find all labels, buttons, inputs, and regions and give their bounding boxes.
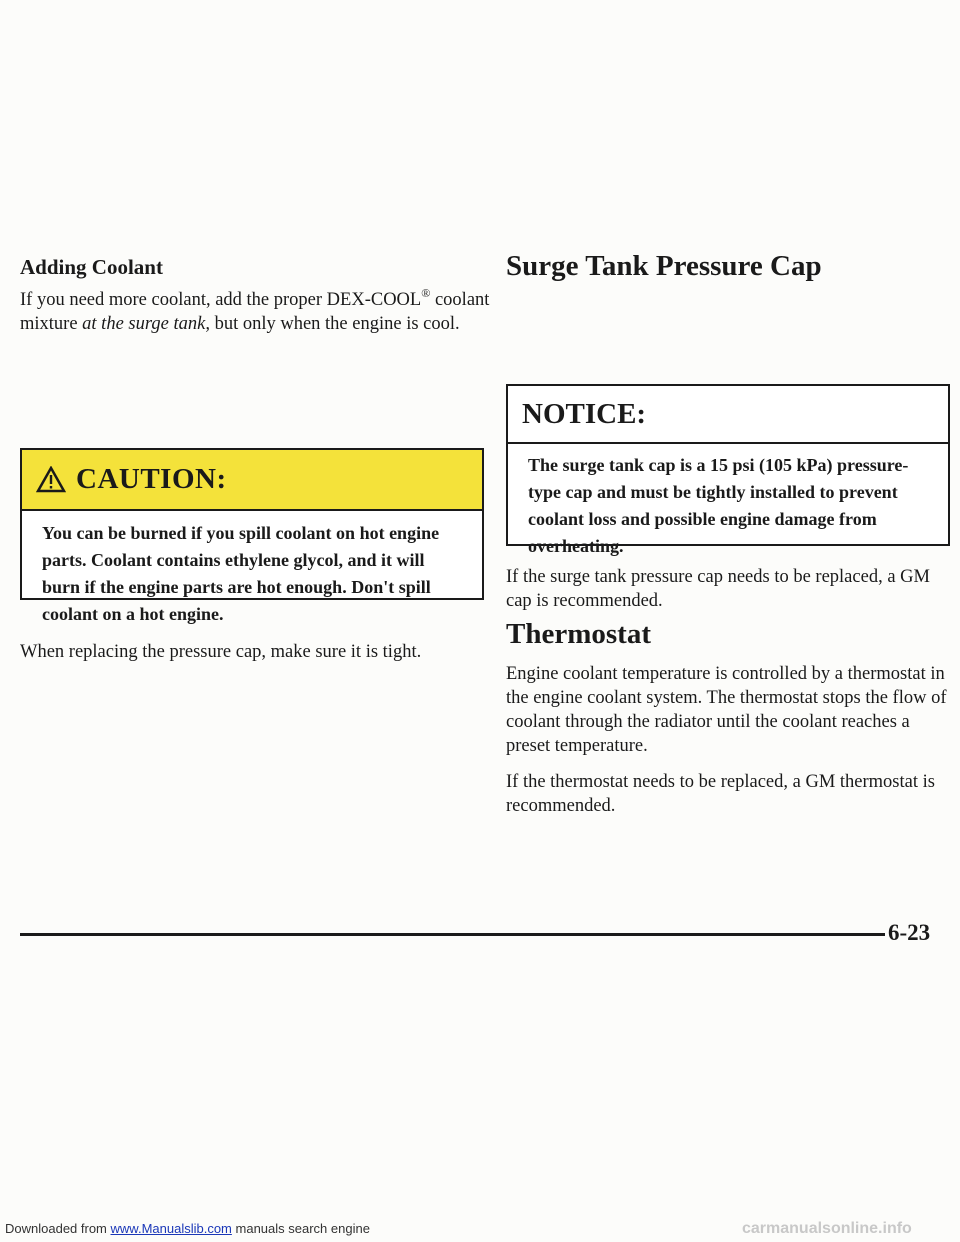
page-number: 6-23: [888, 920, 931, 945]
caution-header: [22, 450, 482, 511]
notice-text: The surge tank cap is a 15 psi (105 kPa) pressure-type cap and must be tightly installed to prevent coolant loss and possible engine damage from overheating.: [528, 455, 909, 556]
caution-text: You can be burned if you spill coolant on hot engine parts. Coolant contains ethylene glycol, and it will burn if the engine parts are hot enough. Don't spill coolant on a hot engine.: [42, 523, 440, 624]
pressure-cap-paragraph: When replacing the pressure cap, make sure it is tight.: [20, 642, 422, 662]
caution-box: [20, 448, 484, 624]
watermark: carmanualsonline.info: [742, 1220, 912, 1237]
download-footer: Downloaded from www.Manualslib.com manuals search engine: [5, 1221, 370, 1236]
manualslib-link[interactable]: www.Manualslib.com: [110, 1221, 232, 1236]
footer-rule: [20, 933, 885, 936]
surge-cap-paragraph: If the surge tank pressure cap needs to be replaced, a GM cap is recommended.: [506, 567, 930, 611]
warning-triangle-icon: [36, 466, 66, 493]
registered-mark: ®: [421, 286, 431, 300]
adding-coolant-paragraph: If you need more coolant, add the proper DEX-COOL® coolant mixture at the surge tank, but only when the engine is cool.: [20, 286, 490, 334]
notice-title: NOTICE:: [508, 386, 948, 444]
caution-title: CAUTION:: [76, 463, 227, 495]
section-heading-surge-tank-pressure-cap: Surge Tank Pressure Cap: [506, 250, 822, 282]
thermostat-paragraph: Engine coolant temperature is controlled by a thermostat in the engine coolant system. The thermostat stops the flow of coolant through the radiator until the coolant reaches a preset temperature.: [506, 664, 947, 756]
thermostat-replace-paragraph: If the thermostat needs to be replaced, a GM thermostat is recommended.: [506, 772, 935, 816]
section-heading-adding-coolant: Adding Coolant: [20, 255, 163, 279]
notice-box: [506, 384, 950, 556]
section-heading-thermostat: Thermostat: [506, 618, 651, 650]
